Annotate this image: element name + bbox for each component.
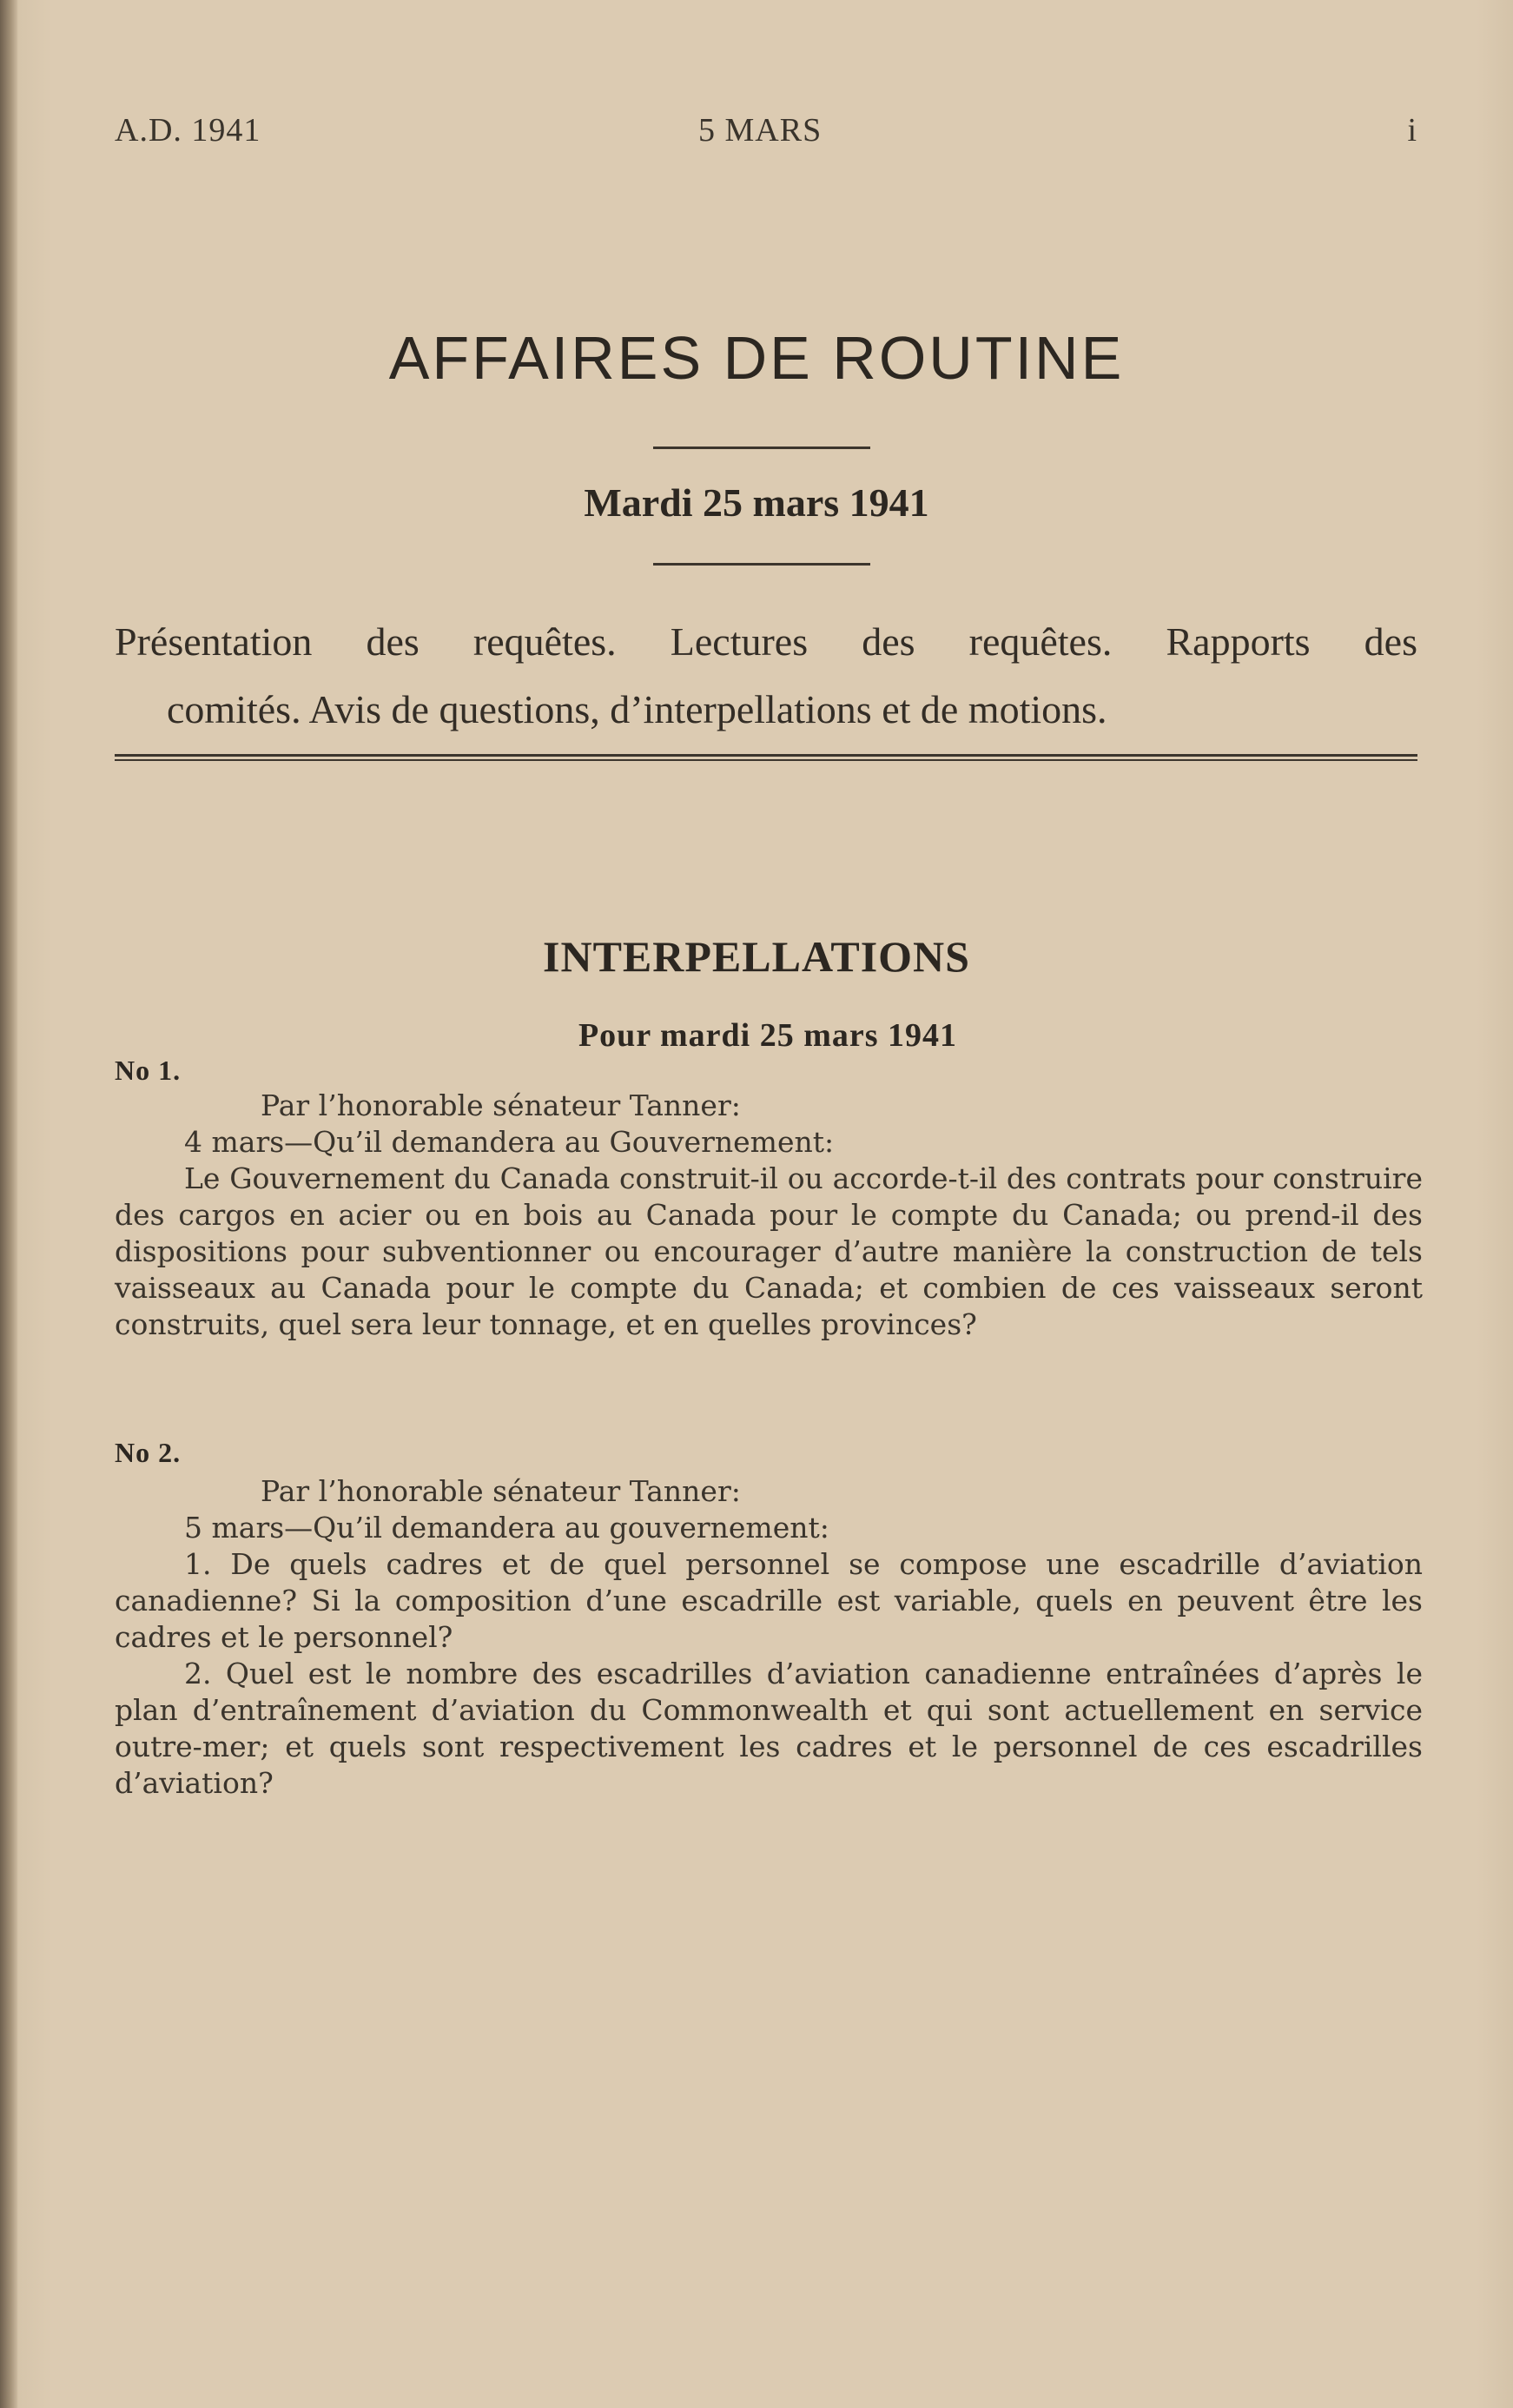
title-rule — [653, 447, 870, 449]
running-header — [115, 111, 1417, 155]
subtitle-rule — [653, 563, 870, 566]
item-number: No 2. — [115, 1437, 182, 1468]
item-body — [115, 1473, 1423, 1802]
item-body — [115, 1088, 1423, 1343]
intro-line-2: comités. Avis de questions, d’interpellations et de motions. — [167, 687, 1107, 731]
item-paragraph: 2. Quel est le nombre des escadrilles d’aviation canadienne entraînées d’après le plan d’entraînement d’aviation du Commonwealth et qui sont actuellement en service outre-mer; et quels sont respectivement les cadres et le personnel de ces escadrilles d’aviation? — [115, 1657, 1423, 1800]
header-date: 5 MARS — [698, 112, 823, 149]
item-author: Par l’honorable sénateur Tanner: — [261, 1088, 741, 1122]
header-page-number: i — [1407, 112, 1417, 149]
item-number: No 1. — [115, 1055, 182, 1086]
item-author: Par l’honorable sénateur Tanner: — [261, 1474, 741, 1508]
item-date: 5 mars—Qu’il demandera au gouvernement: — [184, 1511, 829, 1545]
page-subtitle: Mardi 25 mars 1941 — [584, 480, 929, 525]
intro-line-1: Présentation des requêtes. Lectures des requêtes. Rapports des — [115, 619, 1417, 664]
item-paragraph: Le Gouvernement du Canada construit-il ou accorde-t-il des contrats pour construire des cargos en acier ou en bois au Canada pour le compte du Canada; ou prend-il des dispositions pour subventionner ou encourager d’autre manière la construction de tels vaisseaux au Canada pour le compte du Canada; et combien de ces vaisseaux seront construits, quel sera leur tonnage, et en quelles provinces? — [115, 1161, 1423, 1341]
intro-paragraph — [115, 608, 1417, 744]
section-title: INTERPELLATIONS — [543, 932, 970, 981]
item-paragraph: 1. De quels cadres et de quel personnel se compose une escadrille d’aviation canadienne? Si la composition d’une escadrille est variable, quels en peuvent être les cadres et le personnel? — [115, 1547, 1423, 1654]
page-title: AFFAIRES DE ROUTINE — [388, 324, 1125, 392]
double-divider — [115, 754, 1417, 761]
item-date: 4 mars—Qu’il demandera au Gouvernement: — [184, 1125, 835, 1159]
section-subtitle: Pour mardi 25 mars 1941 — [578, 1017, 958, 1054]
header-year: A.D. 1941 — [115, 112, 261, 149]
